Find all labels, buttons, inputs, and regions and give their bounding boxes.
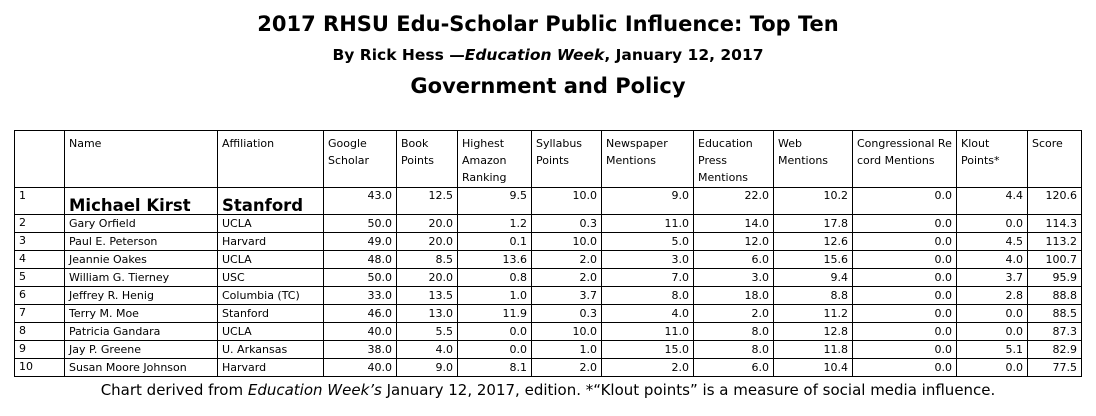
cell-klout: 5.1 — [957, 341, 1028, 359]
cell-book: 13.0 — [397, 305, 458, 323]
cell-score: 114.3 — [1028, 215, 1082, 233]
cell-name: Gary Orfield — [65, 215, 218, 233]
table-row — [15, 287, 1082, 305]
cell-score: 87.3 — [1028, 323, 1082, 341]
category-heading: Government and Policy — [410, 74, 686, 98]
cell-amazon: 1.2 — [458, 215, 532, 233]
cell-amazon: 9.5 — [458, 188, 532, 215]
cell-congress: 0.0 — [853, 323, 957, 341]
table-row — [15, 188, 1082, 215]
header-syllabus-points: Syllabus Points — [532, 131, 602, 188]
cell-edpress: 14.0 — [694, 215, 774, 233]
cell-book: 8.5 — [397, 251, 458, 269]
cell-web: 17.8 — [774, 215, 853, 233]
cell-klout: 0.0 — [957, 323, 1028, 341]
cell-syllabus: 0.3 — [532, 215, 602, 233]
cell-rank: 8 — [15, 323, 65, 341]
cell-book: 12.5 — [397, 188, 458, 215]
cell-web: 12.6 — [774, 233, 853, 251]
cell-newspaper: 15.0 — [602, 341, 694, 359]
cell-name: Jeffrey R. Henig — [65, 287, 218, 305]
footnote — [0, 381, 1096, 399]
cell-affiliation: Stanford — [218, 188, 324, 215]
table-row — [15, 359, 1082, 377]
page-title: 2017 RHSU Edu-Scholar Public Influence: Top Ten — [257, 12, 839, 36]
cell-google: 33.0 — [324, 287, 397, 305]
cell-syllabus: 0.3 — [532, 305, 602, 323]
cell-name: Jay P. Greene — [65, 341, 218, 359]
cell-syllabus: 2.0 — [532, 251, 602, 269]
header-name: Name — [65, 131, 218, 188]
cell-klout: 3.7 — [957, 269, 1028, 287]
cell-google: 43.0 — [324, 188, 397, 215]
cell-edpress: 6.0 — [694, 359, 774, 377]
cell-congress: 0.0 — [853, 251, 957, 269]
header-rank — [15, 131, 65, 188]
cell-edpress: 8.0 — [694, 341, 774, 359]
header-congressional-mentions: Congressional Record Mentions — [853, 131, 957, 188]
cell-edpress: 6.0 — [694, 251, 774, 269]
cell-klout: 2.8 — [957, 287, 1028, 305]
cell-amazon: 0.1 — [458, 233, 532, 251]
cell-score: 88.8 — [1028, 287, 1082, 305]
cell-syllabus: 3.7 — [532, 287, 602, 305]
table-row — [15, 251, 1082, 269]
cell-newspaper: 11.0 — [602, 323, 694, 341]
cell-web: 8.8 — [774, 287, 853, 305]
cell-amazon: 11.9 — [458, 305, 532, 323]
cell-congress: 0.0 — [853, 233, 957, 251]
cell-syllabus: 2.0 — [532, 269, 602, 287]
cell-affiliation: Stanford — [218, 305, 324, 323]
header-klout-points: Klout Points* — [957, 131, 1028, 188]
cell-klout: 4.5 — [957, 233, 1028, 251]
cell-affiliation: Columbia (TC) — [218, 287, 324, 305]
cell-edpress: 8.0 — [694, 323, 774, 341]
cell-book: 5.5 — [397, 323, 458, 341]
footnote-suffix: January 12, 2017, edition. *“Klout points” is a measure of social media influence. — [381, 381, 996, 399]
cell-web: 12.8 — [774, 323, 853, 341]
header-education-press-mentions: Education Press Mentions — [694, 131, 774, 188]
cell-book: 13.5 — [397, 287, 458, 305]
header-affiliation: Affiliation — [218, 131, 324, 188]
cell-rank: 10 — [15, 359, 65, 377]
cell-name: Paul E. Peterson — [65, 233, 218, 251]
cell-rank: 6 — [15, 287, 65, 305]
cell-rank: 2 — [15, 215, 65, 233]
cell-newspaper: 5.0 — [602, 233, 694, 251]
cell-google: 50.0 — [324, 215, 397, 233]
cell-rank: 4 — [15, 251, 65, 269]
cell-book: 20.0 — [397, 215, 458, 233]
cell-rank: 7 — [15, 305, 65, 323]
cell-syllabus: 2.0 — [532, 359, 602, 377]
cell-score: 95.9 — [1028, 269, 1082, 287]
cell-amazon: 13.6 — [458, 251, 532, 269]
cell-congress: 0.0 — [853, 269, 957, 287]
cell-congress: 0.0 — [853, 287, 957, 305]
cell-syllabus: 10.0 — [532, 188, 602, 215]
cell-name: William G. Tierney — [65, 269, 218, 287]
cell-affiliation: Harvard — [218, 359, 324, 377]
cell-klout: 4.4 — [957, 188, 1028, 215]
cell-syllabus: 10.0 — [532, 233, 602, 251]
cell-google: 48.0 — [324, 251, 397, 269]
cell-web: 15.6 — [774, 251, 853, 269]
cell-newspaper: 3.0 — [602, 251, 694, 269]
cell-syllabus: 1.0 — [532, 341, 602, 359]
cell-book: 20.0 — [397, 233, 458, 251]
cell-klout: 0.0 — [957, 359, 1028, 377]
cell-congress: 0.0 — [853, 188, 957, 215]
cell-congress: 0.0 — [853, 215, 957, 233]
cell-score: 82.9 — [1028, 341, 1082, 359]
cell-edpress: 18.0 — [694, 287, 774, 305]
cell-newspaper: 7.0 — [602, 269, 694, 287]
header-score: Score — [1028, 131, 1082, 188]
header-book-points: Book Points — [397, 131, 458, 188]
cell-score: 113.2 — [1028, 233, 1082, 251]
cell-name: Michael Kirst — [65, 188, 218, 215]
cell-amazon: 0.0 — [458, 341, 532, 359]
byline-prefix: By Rick Hess — — [332, 46, 465, 64]
cell-book: 9.0 — [397, 359, 458, 377]
table-row — [15, 269, 1082, 287]
cell-rank: 9 — [15, 341, 65, 359]
cell-score: 88.5 — [1028, 305, 1082, 323]
cell-amazon: 1.0 — [458, 287, 532, 305]
cell-google: 50.0 — [324, 269, 397, 287]
cell-name: Terry M. Moe — [65, 305, 218, 323]
table-row — [15, 323, 1082, 341]
header-row — [15, 131, 1082, 188]
table-row — [15, 341, 1082, 359]
cell-google: 40.0 — [324, 323, 397, 341]
footnote-prefix: Chart derived from — [100, 381, 248, 399]
cell-score: 100.7 — [1028, 251, 1082, 269]
table-body — [15, 188, 1082, 377]
cell-edpress: 22.0 — [694, 188, 774, 215]
cell-congress: 0.0 — [853, 305, 957, 323]
cell-affiliation: U. Arkansas — [218, 341, 324, 359]
footnote-publication: Education Week’s — [247, 381, 382, 399]
header-amazon-ranking: Highest Amazon Ranking — [458, 131, 532, 188]
cell-affiliation: Harvard — [218, 233, 324, 251]
cell-score: 77.5 — [1028, 359, 1082, 377]
cell-edpress: 3.0 — [694, 269, 774, 287]
cell-rank: 1 — [15, 188, 65, 215]
cell-edpress: 12.0 — [694, 233, 774, 251]
cell-book: 20.0 — [397, 269, 458, 287]
cell-affiliation: UCLA — [218, 251, 324, 269]
cell-newspaper: 4.0 — [602, 305, 694, 323]
cell-newspaper: 8.0 — [602, 287, 694, 305]
cell-web: 10.4 — [774, 359, 853, 377]
cell-newspaper: 2.0 — [602, 359, 694, 377]
cell-rank: 5 — [15, 269, 65, 287]
cell-amazon: 8.1 — [458, 359, 532, 377]
cell-web: 11.8 — [774, 341, 853, 359]
cell-google: 38.0 — [324, 341, 397, 359]
table-row — [15, 305, 1082, 323]
byline-date: , January 12, 2017 — [604, 46, 764, 64]
header-google-scholar: Google Scholar — [324, 131, 397, 188]
cell-affiliation: UCLA — [218, 215, 324, 233]
cell-klout: 0.0 — [957, 215, 1028, 233]
cell-name: Susan Moore Johnson — [65, 359, 218, 377]
rankings-table — [14, 130, 1082, 377]
cell-congress: 0.0 — [853, 359, 957, 377]
cell-google: 46.0 — [324, 305, 397, 323]
cell-rank: 3 — [15, 233, 65, 251]
cell-amazon: 0.0 — [458, 323, 532, 341]
cell-klout: 0.0 — [957, 305, 1028, 323]
cell-name: Jeannie Oakes — [65, 251, 218, 269]
table-row — [15, 233, 1082, 251]
cell-name: Patricia Gandara — [65, 323, 218, 341]
cell-affiliation: USC — [218, 269, 324, 287]
header-web-mentions: Web Mentions — [774, 131, 853, 188]
cell-google: 49.0 — [324, 233, 397, 251]
cell-web: 11.2 — [774, 305, 853, 323]
cell-web: 9.4 — [774, 269, 853, 287]
cell-amazon: 0.8 — [458, 269, 532, 287]
byline — [0, 46, 1096, 64]
cell-newspaper: 9.0 — [602, 188, 694, 215]
header-newspaper-mentions: Newspaper Mentions — [602, 131, 694, 188]
cell-score: 120.6 — [1028, 188, 1082, 215]
cell-google: 40.0 — [324, 359, 397, 377]
cell-web: 10.2 — [774, 188, 853, 215]
cell-newspaper: 11.0 — [602, 215, 694, 233]
cell-syllabus: 10.0 — [532, 323, 602, 341]
cell-klout: 4.0 — [957, 251, 1028, 269]
cell-affiliation: UCLA — [218, 323, 324, 341]
cell-book: 4.0 — [397, 341, 458, 359]
byline-publication: Education Week — [464, 46, 605, 64]
table-row — [15, 215, 1082, 233]
cell-edpress: 2.0 — [694, 305, 774, 323]
cell-congress: 0.0 — [853, 341, 957, 359]
